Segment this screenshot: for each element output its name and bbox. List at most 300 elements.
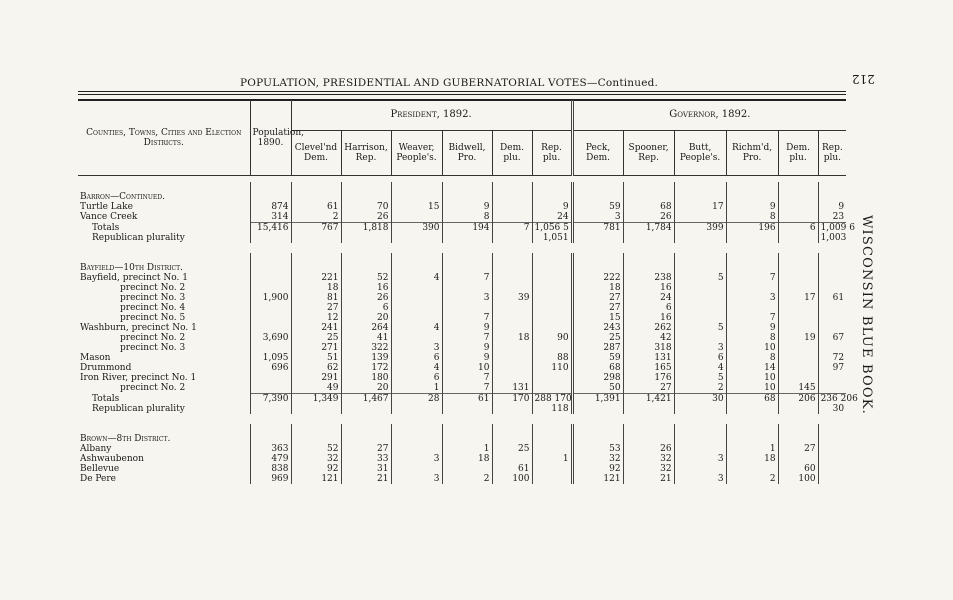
table-cell: 206: [778, 394, 818, 405]
table-cell: 24: [532, 212, 572, 223]
table-cell: 26: [623, 444, 674, 454]
row-label: precinct No. 2: [120, 333, 186, 343]
table-cell: [726, 253, 778, 273]
table-cell: 9: [442, 323, 492, 333]
table-cell: 390: [391, 223, 442, 234]
table-cell: 27: [291, 303, 341, 313]
table-cell: 1,095: [250, 353, 291, 363]
table-cell: 26: [341, 212, 391, 223]
table-cell: 271: [291, 343, 341, 353]
row-label: Bellevue: [80, 464, 120, 474]
table-cell: [778, 323, 818, 333]
table-row: [78, 353, 846, 363]
table-cell: 7,390: [250, 394, 291, 405]
table-cell: 4: [391, 323, 442, 333]
table-cell: 363: [250, 444, 291, 454]
president-column-header: Bidwell, Pro.: [442, 131, 492, 176]
table-cell: 121: [572, 474, 623, 484]
table-cell: [492, 182, 532, 202]
table-cell: 3: [674, 474, 726, 484]
totals-row: [78, 394, 846, 405]
table-cell: [726, 182, 778, 202]
table-cell: [623, 253, 674, 273]
table-cell: [492, 343, 532, 353]
table-cell: 1,051: [532, 233, 572, 243]
row-label: Turtle Lake: [80, 202, 133, 212]
president-column-header: Clevel'nd Dem.: [291, 131, 341, 176]
table-cell: 16: [623, 283, 674, 293]
row-label: Barron—Continued.: [80, 192, 165, 202]
table-cell: [291, 404, 341, 414]
table-cell: 12: [291, 313, 341, 323]
table-cell: 287: [572, 343, 623, 353]
row-label: precinct No. 2: [120, 383, 186, 394]
table-cell: [442, 253, 492, 273]
table-cell: 88: [532, 353, 572, 363]
table-cell: 165: [623, 363, 674, 373]
table-row: [78, 343, 846, 353]
table-cell: 18: [572, 283, 623, 293]
table-cell: [250, 182, 291, 202]
table-cell: [291, 424, 341, 444]
table-cell: [492, 313, 532, 323]
table-cell: 2: [674, 383, 726, 394]
table-cell: [532, 424, 572, 444]
table-cell: [492, 273, 532, 283]
table-cell: [250, 373, 291, 383]
table-cell: [442, 303, 492, 313]
table-cell: [674, 313, 726, 323]
table-cell: [674, 464, 726, 474]
table-cell: 61: [291, 202, 341, 212]
table-cell: 30: [818, 404, 846, 414]
row-label: Iron River, precinct No. 1: [80, 373, 197, 383]
table-cell: 318: [623, 343, 674, 353]
row-label: Totals: [92, 393, 120, 404]
table-cell: 6: [391, 353, 442, 363]
table-cell: 32: [623, 454, 674, 464]
header-rule: [78, 91, 846, 92]
table-cell: 39: [492, 293, 532, 303]
table-cell: [818, 444, 846, 454]
table-cell: 298: [572, 373, 623, 383]
table-cell: 5: [674, 323, 726, 333]
table-cell: [532, 283, 572, 293]
table-cell: 100: [492, 474, 532, 484]
table-cell: 18: [291, 283, 341, 293]
table-cell: [532, 293, 572, 303]
table-cell: 49: [291, 383, 341, 394]
table-cell: 5: [674, 373, 726, 383]
table-cell: 479: [250, 454, 291, 464]
table-cell: [532, 313, 572, 323]
table-cell: 3: [726, 293, 778, 303]
table-cell: 180: [341, 373, 391, 383]
table-cell: 1,421: [623, 394, 674, 405]
population-header: Population, 1890.: [250, 100, 291, 176]
table-cell: 221: [291, 273, 341, 283]
table-cell: [818, 474, 846, 484]
governor-group-header: Governor, 1892.: [572, 100, 846, 131]
page-title: POPULATION, PRESIDENTIAL AND GUBERNATORIAL VOTES—Continued.: [240, 77, 659, 89]
governor-column-header: Dem. plu.: [778, 131, 818, 176]
table-cell: [532, 273, 572, 283]
votes-table: [78, 100, 858, 484]
table-cell: [532, 464, 572, 474]
section-row: [78, 253, 846, 273]
table-cell: [492, 283, 532, 293]
president-column-header: Harrison, Rep.: [341, 131, 391, 176]
table-cell: 4: [391, 363, 442, 373]
table-cell: 121: [291, 474, 341, 484]
table-cell: [250, 424, 291, 444]
table-cell: [674, 283, 726, 293]
table-cell: 32: [291, 454, 341, 464]
table-cell: [726, 283, 778, 293]
table-cell: [818, 343, 846, 353]
table-cell: 767: [291, 223, 341, 234]
table-cell: 68: [726, 394, 778, 405]
table-cell: 314: [250, 212, 291, 223]
table-cell: 139: [341, 353, 391, 363]
table-cell: 2: [442, 474, 492, 484]
table-cell: 2: [291, 212, 341, 223]
governor-column-header: Rep. plu.: [818, 131, 846, 176]
table-cell: [250, 283, 291, 293]
table-row: [78, 333, 846, 343]
table-cell: 20: [341, 313, 391, 323]
table-cell: [572, 182, 623, 202]
table-cell: 19: [778, 333, 818, 343]
table-cell: 6: [391, 373, 442, 383]
table-row: [78, 273, 846, 283]
row-label: Brown—8th District.: [80, 434, 171, 444]
table-cell: 8: [726, 353, 778, 363]
table-cell: 7: [726, 273, 778, 283]
table-cell: [391, 313, 442, 323]
table-cell: [532, 474, 572, 484]
table-cell: [492, 404, 532, 414]
table-cell: [778, 404, 818, 414]
table-cell: [442, 283, 492, 293]
table-cell: 18: [492, 333, 532, 343]
table-cell: [572, 404, 623, 414]
row-label: Bayfield—10th District.: [80, 263, 183, 273]
table-cell: 9: [726, 202, 778, 212]
table-cell: 5: [674, 273, 726, 283]
table-cell: 61: [818, 293, 846, 303]
table-row: [78, 313, 846, 323]
table-cell: [250, 273, 291, 283]
table-cell: [532, 383, 572, 394]
table-cell: [818, 454, 846, 464]
table-cell: 7: [442, 383, 492, 394]
table-cell: 6: [341, 303, 391, 313]
table-cell: 62: [291, 363, 341, 373]
table-cell: [818, 383, 846, 394]
table-cell: [818, 323, 846, 333]
table-cell: [250, 303, 291, 313]
table-cell: 172: [341, 363, 391, 373]
table-cell: [341, 404, 391, 414]
table-row: [78, 383, 846, 394]
row-label: precinct No. 3: [120, 293, 186, 303]
table-cell: 3: [674, 454, 726, 464]
row-label: Republican plurality: [92, 404, 185, 414]
table-cell: 15,416: [250, 223, 291, 234]
table-cell: 30: [674, 394, 726, 405]
table-cell: [623, 404, 674, 414]
table-cell: 3,690: [250, 333, 291, 343]
table-cell: [674, 233, 726, 243]
table-cell: 1,467: [341, 394, 391, 405]
table-cell: 131: [623, 353, 674, 363]
table-cell: 28: [391, 394, 442, 405]
table-cell: 9: [442, 202, 492, 212]
table-cell: [291, 233, 341, 243]
table-cell: [726, 303, 778, 313]
table-cell: [532, 253, 572, 273]
table-cell: 291: [291, 373, 341, 383]
table-cell: [818, 424, 846, 444]
table-cell: 61: [442, 394, 492, 405]
table-cell: 50: [572, 383, 623, 394]
table-cell: 59: [572, 353, 623, 363]
president-column-header: Rep. plu.: [532, 131, 572, 176]
row-label: Mason: [80, 353, 111, 363]
table-cell: [532, 444, 572, 454]
table-cell: 4: [391, 273, 442, 283]
table-cell: [391, 424, 442, 444]
table-cell: [391, 283, 442, 293]
table-cell: 15: [572, 313, 623, 323]
table-cell: 26: [623, 212, 674, 223]
table-cell: 1,784: [623, 223, 674, 234]
section-row: [78, 424, 846, 444]
table-cell: 97: [818, 363, 846, 373]
table-cell: 42: [623, 333, 674, 343]
table-cell: 60: [778, 464, 818, 474]
table-cell: 7: [492, 223, 532, 234]
table-cell: [778, 424, 818, 444]
table-cell: 243: [572, 323, 623, 333]
table-cell: 6: [778, 223, 818, 234]
president-group-header: President, 1892.: [291, 100, 572, 131]
table-cell: [291, 182, 341, 202]
table-cell: 3: [391, 454, 442, 464]
table-cell: [391, 303, 442, 313]
table-cell: 68: [572, 363, 623, 373]
table-cell: 196: [726, 223, 778, 234]
row-label: Bayfield, precinct No. 1: [80, 273, 188, 283]
table-row: [78, 323, 846, 333]
table-cell: [250, 233, 291, 243]
table-cell: 399: [674, 223, 726, 234]
table-cell: [778, 373, 818, 383]
table-cell: 92: [572, 464, 623, 474]
table-row: [78, 303, 846, 313]
table-cell: 8: [726, 333, 778, 343]
table-cell: [674, 404, 726, 414]
table-cell: 10: [442, 363, 492, 373]
governor-column-header: Butt, People's.: [674, 131, 726, 176]
table-cell: [778, 454, 818, 464]
table-cell: [442, 424, 492, 444]
table-cell: [391, 293, 442, 303]
table-cell: 262: [623, 323, 674, 333]
table-cell: 241: [291, 323, 341, 333]
table-cell: [674, 293, 726, 303]
table-cell: [341, 253, 391, 273]
table-cell: 25: [572, 333, 623, 343]
table-cell: [532, 343, 572, 353]
table-cell: [492, 373, 532, 383]
table-cell: [492, 454, 532, 464]
table-cell: [442, 404, 492, 414]
table-cell: [250, 253, 291, 273]
table-cell: [623, 233, 674, 243]
table-cell: 27: [341, 444, 391, 454]
table-cell: [250, 404, 291, 414]
row-label: Vance Creek: [80, 212, 138, 223]
table-cell: 1,056 5: [532, 223, 572, 234]
table-cell: 17: [778, 293, 818, 303]
row-label: Ashwaubenon: [80, 454, 144, 464]
table-row: [78, 363, 846, 373]
table-cell: 145: [778, 383, 818, 394]
table-cell: [442, 182, 492, 202]
table-cell: [674, 444, 726, 454]
table-cell: 59: [572, 202, 623, 212]
table-cell: 26: [341, 293, 391, 303]
table-cell: [532, 373, 572, 383]
table-cell: 874: [250, 202, 291, 212]
table-cell: [778, 363, 818, 373]
table-cell: 222: [572, 273, 623, 283]
table-cell: 170: [492, 394, 532, 405]
table-cell: 21: [623, 474, 674, 484]
table-cell: 1,003: [818, 233, 846, 243]
table-cell: [818, 283, 846, 293]
table-cell: 1: [726, 444, 778, 454]
table-cell: [442, 233, 492, 243]
table-cell: 17: [674, 202, 726, 212]
table-cell: 1: [532, 454, 572, 464]
row-label: precinct No. 5: [120, 313, 186, 323]
table-cell: 131: [492, 383, 532, 394]
table-cell: 16: [623, 313, 674, 323]
table-cell: [492, 353, 532, 363]
table-cell: [391, 253, 442, 273]
table-cell: [623, 424, 674, 444]
table-cell: 8: [726, 212, 778, 223]
table-cell: [492, 212, 532, 223]
table-cell: [492, 253, 532, 273]
table-cell: [341, 182, 391, 202]
table-cell: [674, 303, 726, 313]
table-cell: [391, 212, 442, 223]
page-number: 212: [852, 72, 875, 86]
table-cell: [726, 424, 778, 444]
table-row: [78, 202, 846, 212]
row-label: precinct No. 3: [120, 343, 186, 353]
table-cell: 264: [341, 323, 391, 333]
table-cell: 6: [623, 303, 674, 313]
row-label: Albany: [80, 444, 112, 454]
table-cell: 24: [623, 293, 674, 303]
table-cell: 288 170: [532, 394, 572, 405]
table-cell: 8: [442, 212, 492, 223]
table-cell: 100: [778, 474, 818, 484]
table-cell: [674, 424, 726, 444]
table-cell: 322: [341, 343, 391, 353]
table-cell: [623, 182, 674, 202]
table-cell: 70: [341, 202, 391, 212]
table-cell: [492, 233, 532, 243]
table-cell: 32: [572, 454, 623, 464]
table-cell: [778, 343, 818, 353]
table-cell: 969: [250, 474, 291, 484]
table-cell: 23: [818, 212, 846, 223]
table-cell: [818, 253, 846, 273]
table-cell: [778, 353, 818, 363]
table-cell: [391, 464, 442, 474]
table-cell: 838: [250, 464, 291, 474]
table-cell: 1: [442, 444, 492, 454]
table-cell: [532, 323, 572, 333]
row-label: Drummond: [80, 363, 132, 373]
table-row: [78, 454, 846, 464]
table-cell: 51: [291, 353, 341, 363]
row-label: precinct No. 4: [120, 303, 186, 313]
table-cell: 238: [623, 273, 674, 283]
table-cell: [778, 202, 818, 212]
table-cell: [818, 373, 846, 383]
plurality-row: [78, 404, 846, 414]
table-cell: 20: [341, 383, 391, 394]
row-header: Counties, Towns, Cities and Election Districts.: [86, 127, 242, 148]
table-cell: [291, 253, 341, 273]
table-cell: [778, 212, 818, 223]
table-cell: 18: [726, 454, 778, 464]
table-cell: [250, 343, 291, 353]
table-cell: 16: [341, 283, 391, 293]
table-cell: 1,009 6: [818, 223, 846, 234]
table-cell: 7: [726, 313, 778, 323]
table-cell: 9: [442, 353, 492, 363]
table-cell: 53: [572, 444, 623, 454]
table-cell: 1,349: [291, 394, 341, 405]
table-row: [78, 444, 846, 454]
table-cell: 2: [726, 474, 778, 484]
table-cell: 4: [674, 363, 726, 373]
table-cell: 61: [492, 464, 532, 474]
table-cell: [442, 464, 492, 474]
row-label: precinct No. 2: [120, 283, 186, 293]
table-cell: 1,818: [341, 223, 391, 234]
table-cell: 7: [442, 313, 492, 323]
table-cell: [778, 253, 818, 273]
table-cell: 3: [674, 343, 726, 353]
side-title: WISCONSIN BLUE BOOK.: [859, 215, 874, 415]
table-cell: 9: [726, 323, 778, 333]
table-cell: 3: [442, 293, 492, 303]
table-row: [78, 373, 846, 383]
table-row: [78, 212, 846, 223]
table-cell: [818, 303, 846, 313]
table-cell: [572, 233, 623, 243]
table-cell: [341, 424, 391, 444]
